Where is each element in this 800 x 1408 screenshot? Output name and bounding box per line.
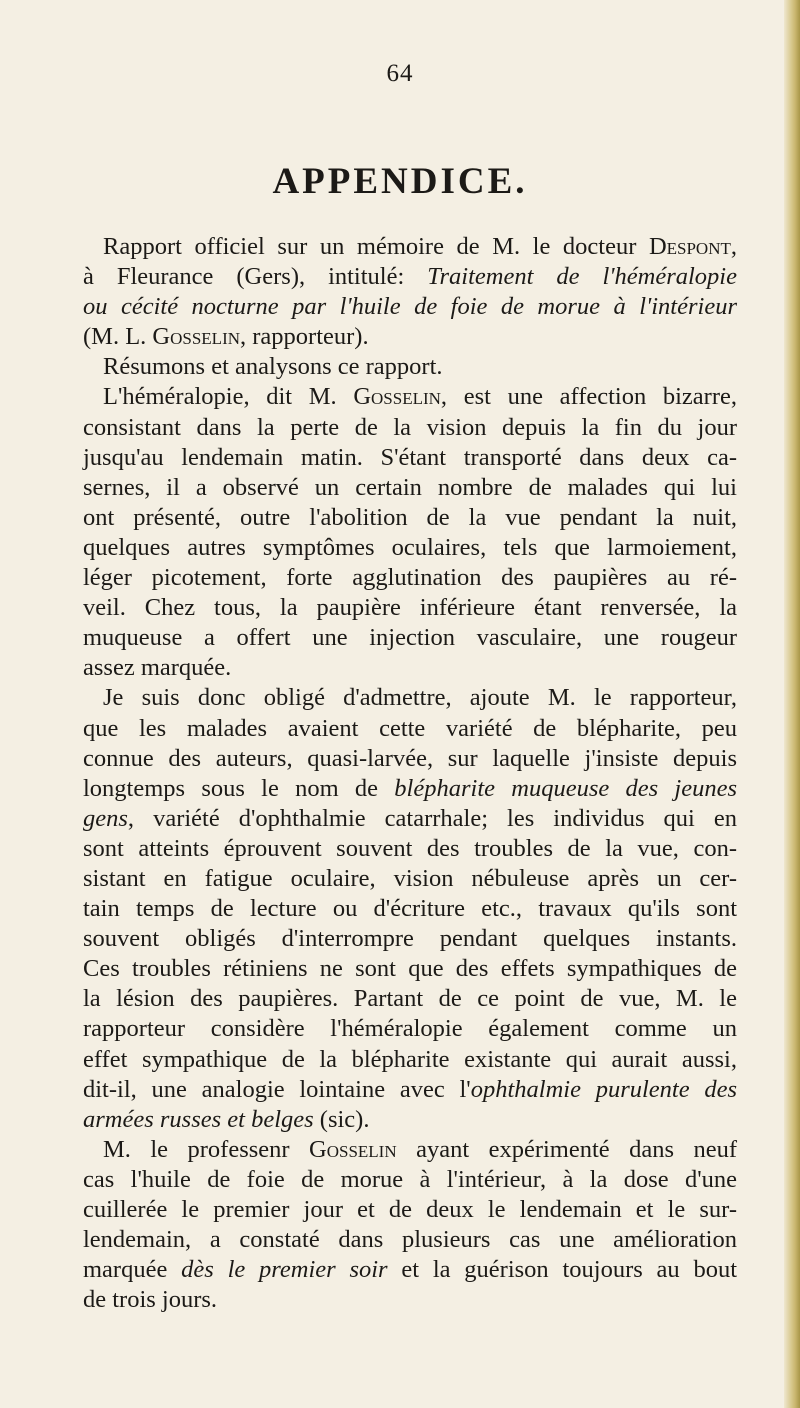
text-line (83, 623, 737, 653)
page-number: 64 (386, 60, 414, 87)
text-span: veil. Chez tous, la paupière inférieure étant renversée, la (83, 594, 737, 622)
text-span: léger picotement, forte agglutination des paupières au ré- (83, 564, 737, 592)
text-span: tain temps de lecture ou d'écriture etc., travaux qu'ils sont (83, 895, 737, 923)
text-line (83, 683, 737, 713)
italic-text: ou cécité nocturne par l'huile de foie de morue à l'intérieur (83, 293, 737, 321)
text-line (83, 653, 737, 683)
text-line (83, 714, 737, 744)
text-span: muqueuse a offert une injection vasculaire, une rougeur (83, 624, 737, 652)
text-line (83, 984, 737, 1014)
small-caps-name: Gosselin (309, 1135, 397, 1163)
text-line (83, 1195, 737, 1225)
page-edge (784, 0, 800, 1408)
text-span: M. le professenr (103, 1135, 310, 1163)
text-line (83, 473, 737, 503)
text-span: Rapport officiel sur un mémoire de M. le docteur (103, 233, 649, 260)
text-span: ont présenté, outre l'abolition de la vue pendant la nuit, (83, 503, 737, 531)
text-line (83, 864, 737, 894)
text-span: connue des auteurs, quasi-larvée, sur laquelle j'insiste depuis (83, 744, 737, 772)
text-line (83, 593, 737, 623)
text-line (83, 503, 737, 533)
text-span: consistant dans la perte de la vision depuis la fin du jour (83, 413, 737, 441)
text-span: et la guérison toujours au bout (387, 1256, 737, 1284)
text-span: de trois jours. (83, 1286, 218, 1314)
text-span: marquée (83, 1256, 182, 1284)
text-line (83, 262, 737, 292)
text-line (83, 443, 737, 473)
text-span: Résumons et analysons ce rapport. (103, 353, 443, 381)
text-line (83, 1045, 737, 1075)
text-span: sont atteints éprouvent souvent des troubles de la vue, con- (83, 834, 737, 862)
text-span: , est une affection bizarre, (440, 383, 737, 411)
text-span: quelques autres symptômes oculaires, tels que larmoiement, (83, 533, 737, 561)
small-caps-name: Gosselin (152, 323, 241, 351)
text-span: , (730, 233, 737, 260)
text-line (83, 774, 737, 804)
text-line (83, 413, 737, 443)
text-span: (M. L. (83, 323, 153, 351)
text-line (83, 232, 737, 262)
text-line (83, 1014, 737, 1044)
text-span: longtemps sous le nom de (83, 774, 395, 802)
text-line (83, 924, 737, 954)
text-line (83, 894, 737, 924)
text-line (83, 382, 737, 412)
text-line (83, 744, 737, 774)
text-line (83, 1285, 737, 1315)
text-line (83, 352, 737, 382)
text-line (83, 1075, 737, 1105)
small-caps-name: Despont (648, 233, 731, 260)
text-line (83, 533, 737, 563)
text-line (83, 1135, 737, 1165)
text-line (83, 1225, 737, 1255)
italic-text: armées russes et belges (83, 1105, 314, 1133)
text-span: à Fleurance (Gers), intitulé: (83, 263, 428, 291)
text-span: rapporteur considère l'héméralopie également comme un (83, 1015, 737, 1043)
text-span: assez marquée. (83, 654, 232, 682)
italic-text: blépharite muqueuse des jeunes (394, 774, 737, 802)
text-span: Je suis donc obligé d'admettre, ajoute M. le rapporteur, (103, 684, 737, 712)
text-span: jusqu'au lendemain matin. S'étant transporté dans deux ca- (83, 443, 737, 471)
text-span: Ces troubles rétiniens ne sont que des effets sympathiques de (83, 955, 737, 983)
text-line (83, 322, 737, 352)
text-span: que les malades avaient cette variété de blépharite, peu (83, 714, 737, 742)
text-line (83, 1165, 737, 1195)
text-line (83, 834, 737, 864)
italic-text: dès le premier soir (181, 1256, 388, 1284)
text-span: sernes, il a observé un certain nombre de malades qui lui (83, 473, 737, 501)
italic-text: ophthalmie purulente des (470, 1075, 737, 1103)
text-span: , rapporteur). (240, 323, 369, 351)
text-line (83, 1105, 737, 1135)
text-span: cuillerée le premier jour et de deux le lendemain et le sur- (83, 1196, 737, 1223)
text-line (83, 804, 737, 834)
text-span: dit-il, une analogie lointaine avec l' (83, 1075, 471, 1103)
text-line (83, 292, 737, 322)
text-span: cas l'huile de foie de morue à l'intérieur, à la dose d'une (83, 1165, 737, 1193)
text-span: lendemain, a constaté dans plusieurs cas une amélioration (83, 1226, 737, 1254)
body-text (83, 232, 737, 1315)
text-span: la lésion des paupières. Partant de ce point de vue, M. le (83, 985, 737, 1013)
text-span: L'héméralopie, dit M. (103, 383, 354, 411)
text-span: , variété d'ophthalmie catarrhale; les individus qui en (127, 804, 737, 832)
text-line (83, 954, 737, 984)
text-line (83, 563, 737, 593)
text-span: souvent obligés d'interrompre pendant quelques instants. (83, 925, 737, 953)
text-span: sistant en fatigue oculaire, vision nébuleuse après un cer- (83, 864, 737, 892)
text-line (83, 1255, 737, 1285)
text-span: effet sympathique de la blépharite existante qui aurait aussi, (83, 1045, 737, 1073)
small-caps-name: Gosselin (353, 383, 441, 411)
italic-text: gens (83, 804, 128, 832)
text-span: ayant expérimenté dans neuf (396, 1135, 738, 1163)
section-heading: APPENDICE. (272, 161, 528, 202)
italic-text: Traitement de l'héméralopie (427, 263, 737, 291)
text-span: (sic). (313, 1105, 370, 1133)
